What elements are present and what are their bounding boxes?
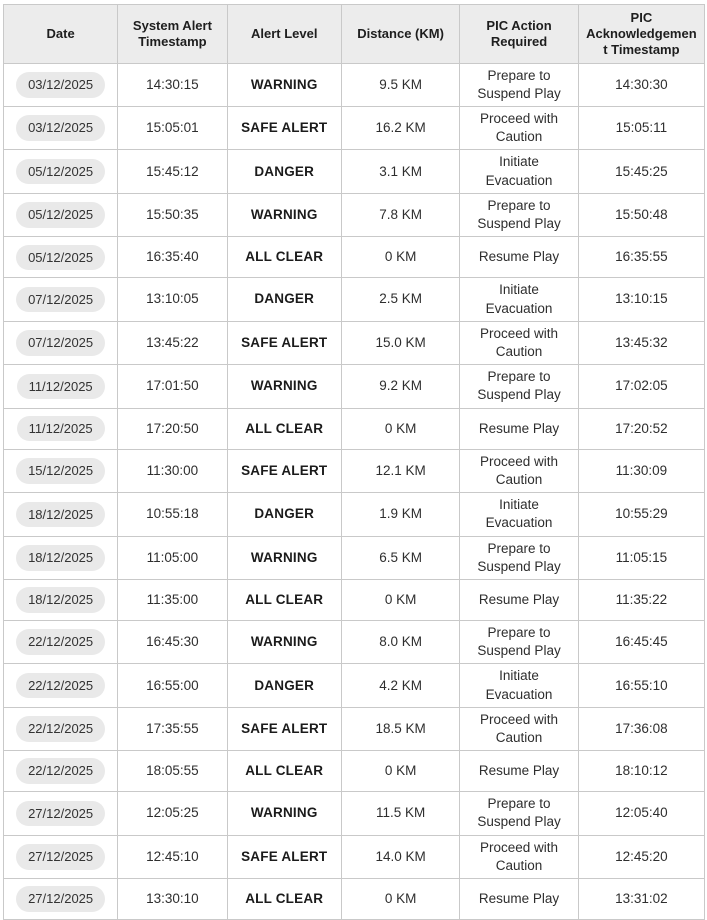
alert-level-cell: WARNING bbox=[227, 365, 341, 408]
system-alert-timestamp-cell: 16:35:40 bbox=[118, 237, 227, 278]
date-badge: 22/12/2025 bbox=[16, 716, 105, 742]
table-row bbox=[4, 449, 705, 492]
distance-cell: 0 KM bbox=[341, 237, 459, 278]
pic-action-cell: Resume Play bbox=[460, 879, 578, 920]
pic-action-cell: Prepare to Suspend Play bbox=[460, 63, 578, 106]
alert-level-cell: WARNING bbox=[227, 63, 341, 106]
date-badge: 05/12/2025 bbox=[16, 202, 105, 228]
system-alert-timestamp-cell: 12:45:10 bbox=[118, 835, 227, 878]
alert-level-cell: SAFE ALERT bbox=[227, 449, 341, 492]
date-badge: 27/12/2025 bbox=[16, 886, 105, 912]
table-row bbox=[4, 408, 705, 449]
date-badge: 03/12/2025 bbox=[16, 115, 105, 141]
date-cell bbox=[4, 707, 118, 750]
alert-level-cell: SAFE ALERT bbox=[227, 321, 341, 364]
date-cell bbox=[4, 536, 118, 579]
column-header-pic-action: PIC Action Required bbox=[460, 5, 578, 64]
pic-action-cell: Resume Play bbox=[460, 579, 578, 620]
table-row bbox=[4, 620, 705, 663]
pic-ack-timestamp-cell: 18:10:12 bbox=[578, 751, 704, 792]
alert-level-cell: ALL CLEAR bbox=[227, 408, 341, 449]
date-cell bbox=[4, 449, 118, 492]
system-alert-timestamp-cell: 17:35:55 bbox=[118, 707, 227, 750]
distance-cell: 4.2 KM bbox=[341, 664, 459, 707]
distance-cell: 8.0 KM bbox=[341, 620, 459, 663]
date-cell bbox=[4, 365, 118, 408]
date-badge: 11/12/2025 bbox=[17, 374, 105, 400]
table-row bbox=[4, 707, 705, 750]
column-header-distance: Distance (KM) bbox=[341, 5, 459, 64]
table-row bbox=[4, 107, 705, 150]
alert-level-cell: SAFE ALERT bbox=[227, 107, 341, 150]
table-row bbox=[4, 321, 705, 364]
pic-action-cell: Proceed with Caution bbox=[460, 449, 578, 492]
alert-level-cell: ALL CLEAR bbox=[227, 751, 341, 792]
pic-ack-timestamp-cell: 15:45:25 bbox=[578, 150, 704, 193]
column-header-date: Date bbox=[4, 5, 118, 64]
pic-action-cell: Prepare to Suspend Play bbox=[460, 536, 578, 579]
date-badge: 03/12/2025 bbox=[16, 72, 105, 98]
alert-level-cell: DANGER bbox=[227, 493, 341, 536]
date-cell bbox=[4, 278, 118, 321]
date-badge: 18/12/2025 bbox=[16, 502, 105, 528]
pic-ack-timestamp-cell: 12:05:40 bbox=[578, 792, 704, 835]
date-cell bbox=[4, 107, 118, 150]
date-cell bbox=[4, 493, 118, 536]
pic-ack-timestamp-cell: 11:05:15 bbox=[578, 536, 704, 579]
system-alert-timestamp-cell: 11:05:00 bbox=[118, 536, 227, 579]
date-cell bbox=[4, 150, 118, 193]
alert-level-cell: ALL CLEAR bbox=[227, 579, 341, 620]
system-alert-timestamp-cell: 17:20:50 bbox=[118, 408, 227, 449]
distance-cell: 9.2 KM bbox=[341, 365, 459, 408]
system-alert-timestamp-cell: 11:35:00 bbox=[118, 579, 227, 620]
date-badge: 05/12/2025 bbox=[16, 245, 105, 271]
system-alert-timestamp-cell: 13:10:05 bbox=[118, 278, 227, 321]
system-alert-timestamp-cell: 11:30:00 bbox=[118, 449, 227, 492]
pic-action-cell: Prepare to Suspend Play bbox=[460, 620, 578, 663]
distance-cell: 0 KM bbox=[341, 408, 459, 449]
distance-cell: 1.9 KM bbox=[341, 493, 459, 536]
pic-ack-timestamp-cell: 11:30:09 bbox=[578, 449, 704, 492]
pic-action-cell: Proceed with Caution bbox=[460, 107, 578, 150]
alert-level-cell: DANGER bbox=[227, 664, 341, 707]
table-row bbox=[4, 278, 705, 321]
distance-cell: 16.2 KM bbox=[341, 107, 459, 150]
date-cell bbox=[4, 664, 118, 707]
system-alert-timestamp-cell: 16:55:00 bbox=[118, 664, 227, 707]
pic-ack-timestamp-cell: 11:35:22 bbox=[578, 579, 704, 620]
date-badge: 22/12/2025 bbox=[16, 629, 105, 655]
table-row bbox=[4, 664, 705, 707]
date-cell bbox=[4, 63, 118, 106]
table-row bbox=[4, 150, 705, 193]
distance-cell: 12.1 KM bbox=[341, 449, 459, 492]
table-row bbox=[4, 835, 705, 878]
table-row bbox=[4, 193, 705, 236]
system-alert-timestamp-cell: 15:50:35 bbox=[118, 193, 227, 236]
pic-action-cell: Resume Play bbox=[460, 237, 578, 278]
distance-cell: 18.5 KM bbox=[341, 707, 459, 750]
date-cell bbox=[4, 408, 118, 449]
date-badge: 07/12/2025 bbox=[16, 287, 105, 313]
alert-level-cell: DANGER bbox=[227, 278, 341, 321]
pic-ack-timestamp-cell: 17:20:52 bbox=[578, 408, 704, 449]
column-header-alert-level: Alert Level bbox=[227, 5, 341, 64]
pic-action-cell: Initiate Evacuation bbox=[460, 664, 578, 707]
system-alert-timestamp-cell: 13:30:10 bbox=[118, 879, 227, 920]
date-badge: 27/12/2025 bbox=[16, 844, 105, 870]
pic-ack-timestamp-cell: 16:45:45 bbox=[578, 620, 704, 663]
system-alert-timestamp-cell: 14:30:15 bbox=[118, 63, 227, 106]
distance-cell: 2.5 KM bbox=[341, 278, 459, 321]
pic-ack-timestamp-cell: 17:02:05 bbox=[578, 365, 704, 408]
alert-level-cell: WARNING bbox=[227, 620, 341, 663]
date-cell bbox=[4, 321, 118, 364]
table-row bbox=[4, 365, 705, 408]
table-row bbox=[4, 579, 705, 620]
pic-ack-timestamp-cell: 12:45:20 bbox=[578, 835, 704, 878]
distance-cell: 0 KM bbox=[341, 579, 459, 620]
date-badge: 11/12/2025 bbox=[17, 416, 105, 442]
alert-level-cell: DANGER bbox=[227, 150, 341, 193]
pic-ack-timestamp-cell: 16:55:10 bbox=[578, 664, 704, 707]
system-alert-timestamp-cell: 18:05:55 bbox=[118, 751, 227, 792]
pic-action-cell: Resume Play bbox=[460, 408, 578, 449]
date-cell bbox=[4, 193, 118, 236]
distance-cell: 0 KM bbox=[341, 879, 459, 920]
table-body bbox=[4, 63, 705, 920]
distance-cell: 6.5 KM bbox=[341, 536, 459, 579]
table-header bbox=[4, 5, 705, 64]
date-cell bbox=[4, 751, 118, 792]
table-row bbox=[4, 63, 705, 106]
table-row bbox=[4, 792, 705, 835]
date-badge: 27/12/2025 bbox=[16, 801, 105, 827]
pic-action-cell: Initiate Evacuation bbox=[460, 150, 578, 193]
date-badge: 05/12/2025 bbox=[16, 159, 105, 185]
pic-ack-timestamp-cell: 17:36:08 bbox=[578, 707, 704, 750]
date-badge: 07/12/2025 bbox=[16, 330, 105, 356]
header-row bbox=[4, 5, 705, 64]
alert-level-cell: SAFE ALERT bbox=[227, 835, 341, 878]
system-alert-timestamp-cell: 10:55:18 bbox=[118, 493, 227, 536]
system-alert-timestamp-cell: 12:05:25 bbox=[118, 792, 227, 835]
system-alert-timestamp-cell: 15:05:01 bbox=[118, 107, 227, 150]
distance-cell: 15.0 KM bbox=[341, 321, 459, 364]
pic-ack-timestamp-cell: 15:05:11 bbox=[578, 107, 704, 150]
distance-cell: 11.5 KM bbox=[341, 792, 459, 835]
distance-cell: 7.8 KM bbox=[341, 193, 459, 236]
distance-cell: 9.5 KM bbox=[341, 63, 459, 106]
pic-action-cell: Proceed with Caution bbox=[460, 321, 578, 364]
pic-action-cell: Resume Play bbox=[460, 751, 578, 792]
date-badge: 22/12/2025 bbox=[16, 758, 105, 784]
column-header-pic-ack-timestamp: PIC Acknowledgement Timestamp bbox=[578, 5, 704, 64]
pic-ack-timestamp-cell: 15:50:48 bbox=[578, 193, 704, 236]
system-alert-timestamp-cell: 15:45:12 bbox=[118, 150, 227, 193]
pic-action-cell: Prepare to Suspend Play bbox=[460, 193, 578, 236]
pic-ack-timestamp-cell: 14:30:30 bbox=[578, 63, 704, 106]
pic-action-cell: Proceed with Caution bbox=[460, 835, 578, 878]
alert-level-cell: ALL CLEAR bbox=[227, 879, 341, 920]
table-row bbox=[4, 879, 705, 920]
date-cell bbox=[4, 579, 118, 620]
system-alert-timestamp-cell: 16:45:30 bbox=[118, 620, 227, 663]
pic-action-cell: Initiate Evacuation bbox=[460, 493, 578, 536]
date-cell bbox=[4, 620, 118, 663]
table-row bbox=[4, 237, 705, 278]
pic-ack-timestamp-cell: 16:35:55 bbox=[578, 237, 704, 278]
alert-level-cell: WARNING bbox=[227, 792, 341, 835]
column-header-system-alert-timestamp: System Alert Timestamp bbox=[118, 5, 227, 64]
date-badge: 18/12/2025 bbox=[16, 587, 105, 613]
pic-ack-timestamp-cell: 13:31:02 bbox=[578, 879, 704, 920]
table-row bbox=[4, 536, 705, 579]
pic-action-cell: Proceed with Caution bbox=[460, 707, 578, 750]
alert-level-cell: ALL CLEAR bbox=[227, 237, 341, 278]
distance-cell: 14.0 KM bbox=[341, 835, 459, 878]
alert-log-table bbox=[3, 4, 705, 920]
alert-level-cell: SAFE ALERT bbox=[227, 707, 341, 750]
date-badge: 18/12/2025 bbox=[16, 545, 105, 571]
alert-level-cell: WARNING bbox=[227, 536, 341, 579]
pic-action-cell: Prepare to Suspend Play bbox=[460, 365, 578, 408]
system-alert-timestamp-cell: 17:01:50 bbox=[118, 365, 227, 408]
pic-ack-timestamp-cell: 10:55:29 bbox=[578, 493, 704, 536]
date-cell bbox=[4, 792, 118, 835]
date-cell bbox=[4, 237, 118, 278]
distance-cell: 0 KM bbox=[341, 751, 459, 792]
system-alert-timestamp-cell: 13:45:22 bbox=[118, 321, 227, 364]
pic-action-cell: Initiate Evacuation bbox=[460, 278, 578, 321]
table-row bbox=[4, 751, 705, 792]
pic-ack-timestamp-cell: 13:45:32 bbox=[578, 321, 704, 364]
pic-ack-timestamp-cell: 13:10:15 bbox=[578, 278, 704, 321]
date-badge: 15/12/2025 bbox=[16, 458, 105, 484]
pic-action-cell: Prepare to Suspend Play bbox=[460, 792, 578, 835]
date-cell bbox=[4, 835, 118, 878]
distance-cell: 3.1 KM bbox=[341, 150, 459, 193]
date-badge: 22/12/2025 bbox=[16, 673, 105, 699]
table-row bbox=[4, 493, 705, 536]
date-cell bbox=[4, 879, 118, 920]
alert-level-cell: WARNING bbox=[227, 193, 341, 236]
